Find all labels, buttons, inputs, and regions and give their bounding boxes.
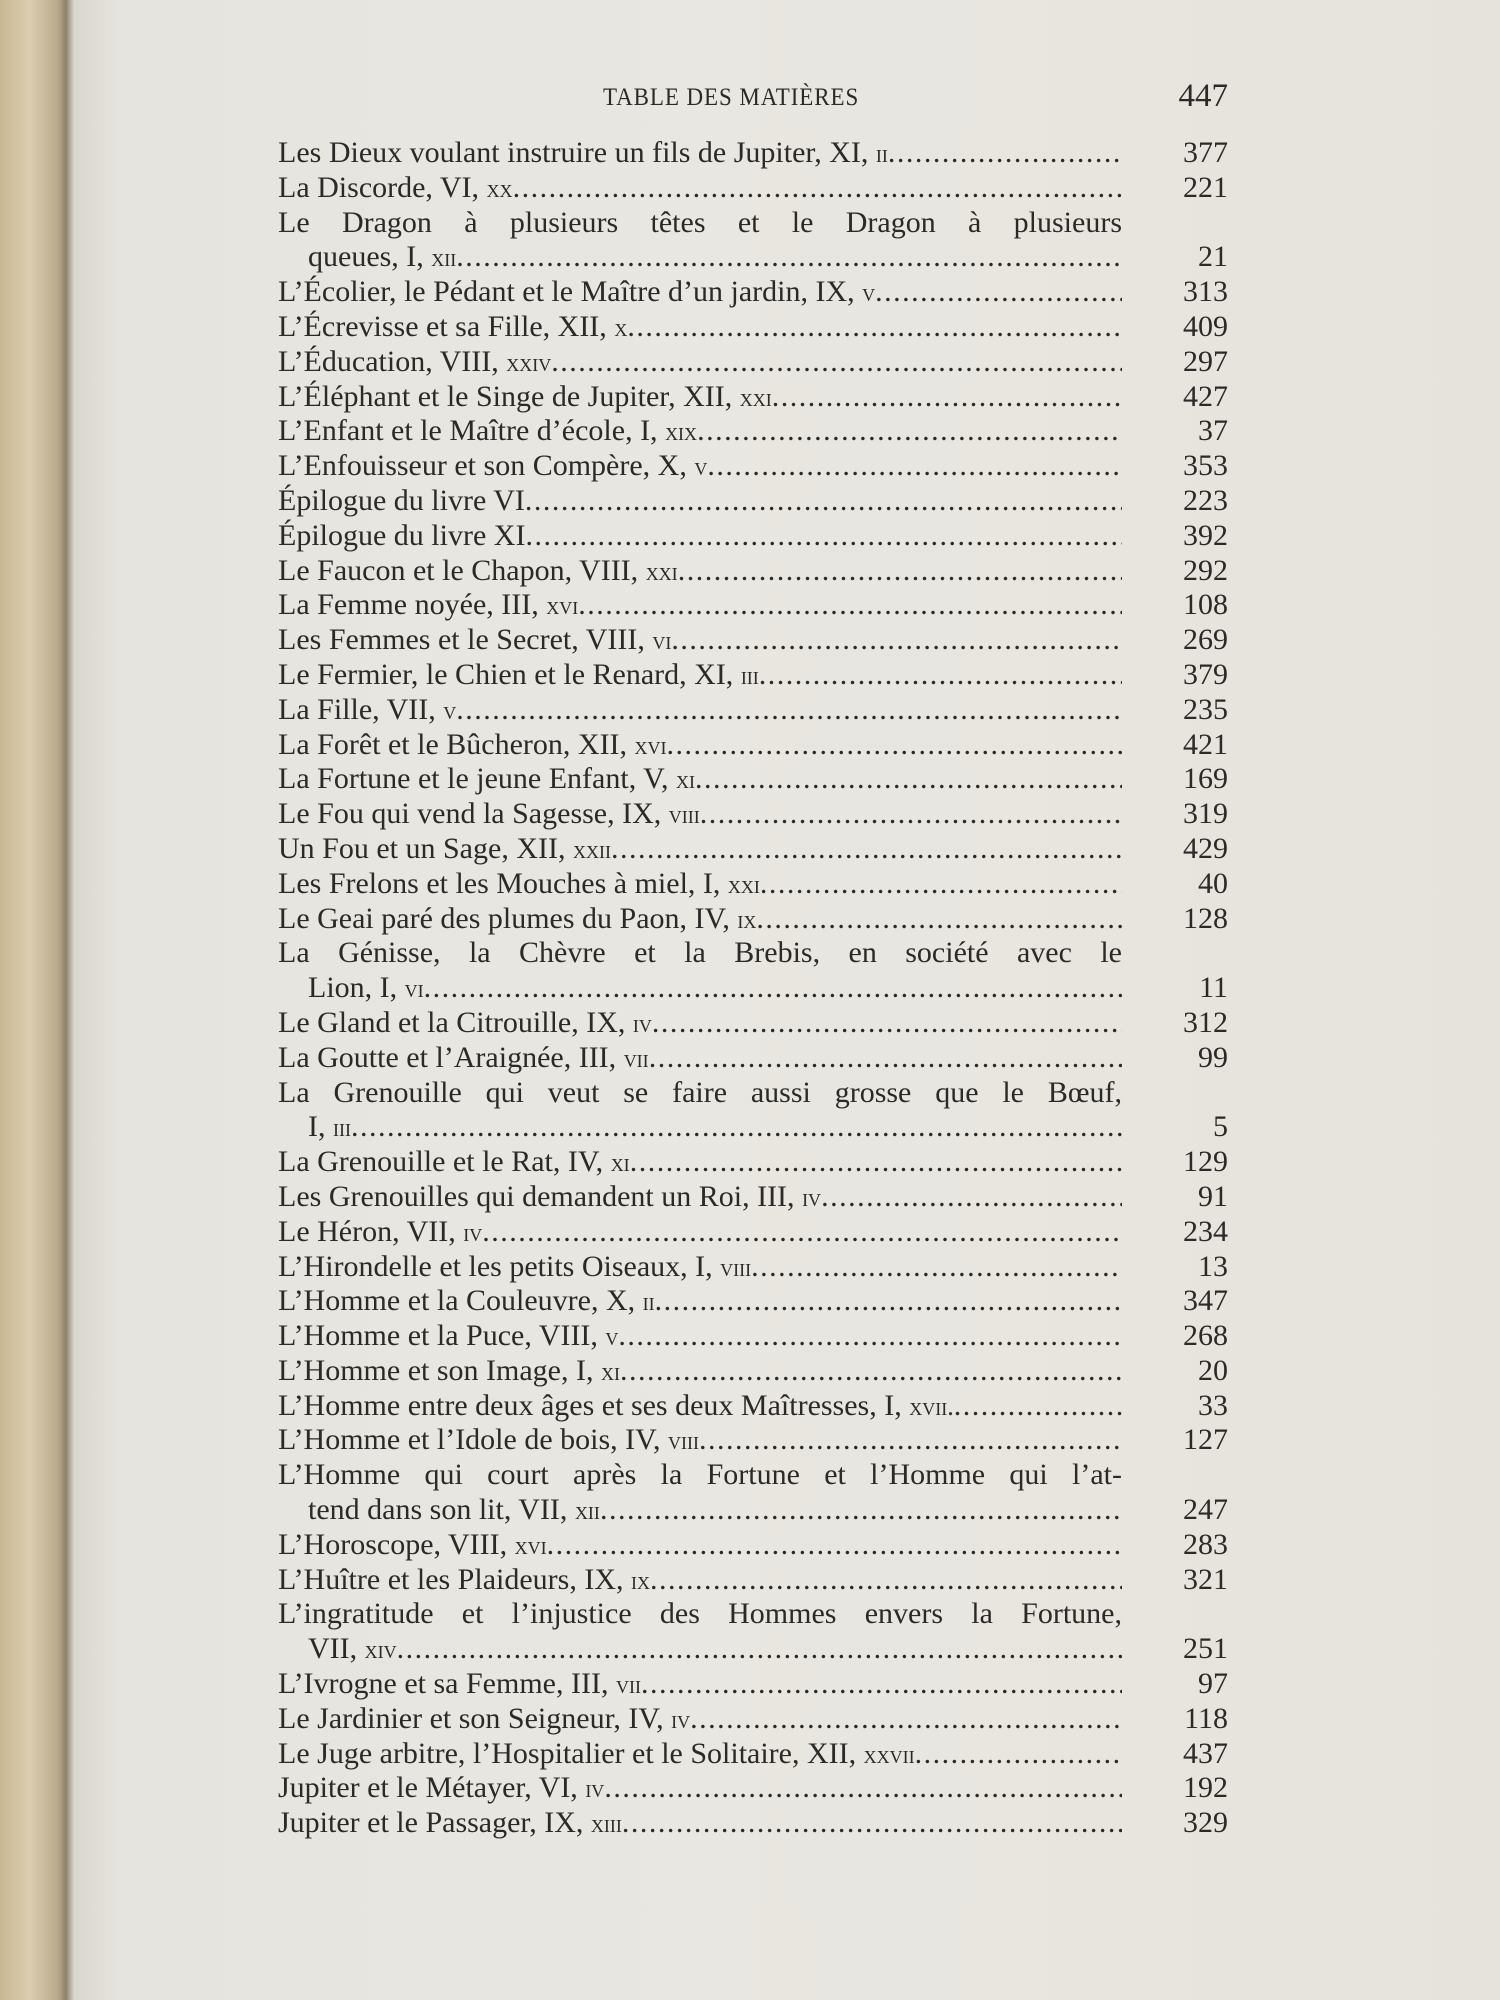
entry-page-number: 192 — [1183, 1771, 1228, 1805]
toc-entry-line — [278, 728, 1228, 763]
entry-title: L’Homme et l’Idole de bois, IV, — [278, 1423, 661, 1457]
entry-title: Le Faucon et le Chapon, VIII, — [278, 553, 639, 587]
dot-leader — [620, 1354, 1122, 1389]
toc-entry-line — [278, 1667, 1228, 1702]
toc-entry-line — [278, 797, 1228, 832]
entry-page-number: 409 — [1183, 309, 1228, 343]
entry-page-number: 283 — [1183, 1527, 1228, 1561]
fable-number: xxi — [645, 556, 678, 586]
fable-number: x — [614, 312, 628, 342]
fable-number: iv — [585, 1774, 605, 1804]
entry-page-number: 91 — [1198, 1179, 1228, 1213]
toc-entry — [278, 1006, 1228, 1041]
entry-title-lead: L’ingratitude et l’injustice des Hommes envers la Fortune, — [278, 1597, 1122, 1631]
dot-leader — [760, 867, 1122, 902]
dot-leader — [513, 171, 1122, 206]
toc-entry — [278, 449, 1228, 484]
toc-entry — [278, 902, 1228, 937]
toc-entry — [278, 1771, 1228, 1806]
entry-page-number: 292 — [1183, 553, 1228, 587]
dot-leader — [650, 1563, 1122, 1598]
entry-page-number: 392 — [1183, 518, 1228, 552]
entry-page-number: 97 — [1198, 1667, 1228, 1701]
entry-title: Un Fou et un Sage, XII, — [278, 831, 566, 865]
dot-leader — [351, 1110, 1122, 1145]
entry-title: L’Homme et la Couleuvre, X, — [278, 1284, 636, 1318]
header-title: TABLE DES MATIÈRES — [603, 84, 860, 111]
fable-number: v — [862, 278, 876, 308]
fable-number: xvi — [634, 730, 667, 760]
entry-page-number: 33 — [1198, 1388, 1228, 1422]
dot-leader — [547, 1528, 1122, 1563]
toc-entry-line — [278, 1041, 1228, 1076]
dot-leader — [551, 345, 1122, 380]
entry-page-number: 223 — [1183, 483, 1228, 517]
entry-title: La Forêt et le Bûcheron, XII, — [278, 727, 628, 761]
entry-page-number: 251 — [1183, 1632, 1228, 1666]
dot-leader — [954, 1389, 1122, 1424]
fable-number: xxiv — [506, 347, 552, 377]
toc-entry — [278, 762, 1228, 797]
dot-leader — [652, 1006, 1122, 1041]
toc-entry-first-line — [278, 1597, 1228, 1632]
entry-page-number: 13 — [1198, 1249, 1228, 1283]
dot-leader — [697, 414, 1122, 449]
toc-entry — [278, 484, 1228, 519]
entry-title-lead: La Génisse, la Chèvre et la Brebis, en société avec le — [278, 936, 1122, 970]
entry-page-number: 312 — [1183, 1005, 1228, 1039]
entry-title: Le Gland et la Citrouille, IX, — [278, 1005, 626, 1039]
entry-title: Le Fou qui vend la Sagesse, IX, — [278, 797, 662, 831]
toc-entry-first-line — [278, 206, 1228, 241]
entry-title: Épilogue du livre VI — [278, 483, 525, 517]
fable-number: xi — [600, 1356, 620, 1386]
dot-leader — [699, 1423, 1122, 1458]
entry-page-number: 247 — [1183, 1493, 1228, 1527]
fable-number: iv — [802, 1182, 822, 1212]
dot-leader — [578, 588, 1122, 623]
entry-page-number: 128 — [1183, 901, 1228, 935]
entry-title: L’Ivrogne et sa Femme, III, — [278, 1667, 609, 1701]
toc-entry — [278, 1458, 1228, 1528]
entry-page-number: 379 — [1183, 657, 1228, 691]
toc-entry-line — [278, 1806, 1228, 1841]
toc-entry-line — [278, 1737, 1228, 1772]
page-number: 447 — [1178, 78, 1228, 114]
toc-entry — [278, 1319, 1228, 1354]
fable-number: vii — [623, 1043, 649, 1073]
entry-page-number: 353 — [1183, 449, 1228, 483]
toc-entry — [278, 867, 1228, 902]
entry-title: Le Fermier, le Chien et le Renard, XI, — [278, 657, 734, 691]
toc-entry — [278, 658, 1228, 693]
toc-entry-line — [278, 623, 1228, 658]
toc-entry-line — [278, 345, 1228, 380]
dot-leader — [875, 275, 1122, 310]
entry-title: L’Huître et les Plaideurs, IX, — [278, 1562, 624, 1596]
dot-leader — [772, 380, 1122, 415]
toc-entry — [278, 310, 1228, 345]
entry-page-number: 37 — [1198, 414, 1228, 448]
toc-entry — [278, 623, 1228, 658]
toc-entry — [278, 1667, 1228, 1702]
toc-entry — [278, 519, 1228, 554]
fable-number: ii — [642, 1287, 655, 1317]
dot-leader — [915, 1737, 1122, 1772]
fable-number: xvi — [546, 591, 579, 621]
entry-title-lead: La Grenouille qui veut se faire aussi grosse que le Bœuf, — [278, 1075, 1122, 1109]
entry-title: La Grenouille et le Rat, IV, — [278, 1145, 604, 1179]
toc-entry — [278, 1284, 1228, 1319]
fable-number: iii — [333, 1113, 351, 1143]
dot-leader — [611, 832, 1122, 867]
toc-entry — [278, 728, 1228, 763]
entry-title: L’Horoscope, VIII, — [278, 1527, 508, 1561]
toc-entry-line — [278, 832, 1228, 867]
entry-page-number: 11 — [1199, 971, 1228, 1005]
entry-title: L’Hirondelle et les petits Oiseaux, I, — [278, 1249, 713, 1283]
toc-entry — [278, 1389, 1228, 1424]
dot-leader — [678, 554, 1122, 589]
entry-title: Les Grenouilles qui demandent un Roi, III, — [278, 1179, 795, 1213]
dot-leader — [759, 658, 1122, 693]
entry-page-number: 319 — [1183, 797, 1228, 831]
toc-entry-line — [278, 1493, 1228, 1528]
toc-entry-line — [278, 240, 1228, 275]
fable-number: iv — [463, 1217, 483, 1247]
fable-number: ix — [737, 904, 757, 934]
entry-title: La Fortune et le jeune Enfant, V, — [278, 762, 669, 796]
toc-entry-first-line — [278, 1076, 1228, 1111]
toc-entry — [278, 1215, 1228, 1250]
entry-title: L’Enfouisseur et son Compère, X, — [278, 449, 687, 483]
fable-number: v — [605, 1322, 619, 1352]
entry-title: L’Enfant et le Maître d’école, I, — [278, 414, 658, 448]
dot-leader — [700, 797, 1122, 832]
toc-entry-line — [278, 1563, 1228, 1598]
entry-page-number: 427 — [1183, 379, 1228, 413]
dot-leader — [456, 693, 1122, 728]
entry-page-number: 437 — [1183, 1736, 1228, 1770]
fable-number: viii — [668, 800, 700, 830]
fable-number: v — [443, 695, 457, 725]
toc-entry-line — [278, 1354, 1228, 1389]
toc-entry-line — [278, 484, 1228, 519]
toc-entry-line — [278, 519, 1228, 554]
dot-leader — [456, 240, 1122, 275]
toc-entry — [278, 136, 1228, 171]
entry-page-number: 421 — [1183, 727, 1228, 761]
toc-entry-line — [278, 762, 1228, 797]
fable-number: iv — [632, 1008, 652, 1038]
dot-leader — [751, 1250, 1122, 1285]
entry-page-number: 40 — [1198, 866, 1228, 900]
toc-entry-line — [278, 310, 1228, 345]
dot-leader — [888, 136, 1122, 171]
toc-entry-line — [278, 554, 1228, 589]
entry-title: Jupiter et le Métayer, VI, — [278, 1771, 578, 1805]
entry-title-lead: L’Homme qui court après la Fortune et l’Homme qui l’at- — [278, 1458, 1122, 1492]
entry-page-number: 297 — [1183, 344, 1228, 378]
fable-number: vi — [652, 626, 672, 656]
entry-title: La Goutte et l’Araignée, III, — [278, 1040, 617, 1074]
fable-number: viii — [720, 1252, 752, 1282]
entry-title: L’Écolier, le Pédant et le Maître d’un jardin, IX, — [278, 275, 855, 309]
toc-entry-line — [278, 1006, 1228, 1041]
entry-page-number: 429 — [1183, 831, 1228, 865]
entry-title: Les Frelons et les Mouches à miel, I, — [278, 866, 721, 900]
entry-title: L’Homme et la Puce, VIII, — [278, 1319, 598, 1353]
fable-number: viii — [667, 1426, 699, 1456]
toc-entry-line — [278, 902, 1228, 937]
fable-number: xi — [610, 1148, 630, 1178]
toc-entry-line — [278, 449, 1228, 484]
toc-entry-line — [278, 1110, 1228, 1145]
dot-leader — [641, 1667, 1122, 1702]
toc-entry-line — [278, 1250, 1228, 1285]
entry-title: VII, — [308, 1632, 358, 1666]
dot-leader — [424, 971, 1122, 1006]
fable-number: vii — [615, 1670, 641, 1700]
toc-entry — [278, 832, 1228, 867]
dot-leader — [604, 1771, 1122, 1806]
toc-entry — [278, 1041, 1228, 1076]
toc-entry-line — [278, 971, 1228, 1006]
toc-entry-line — [278, 867, 1228, 902]
dot-leader — [525, 484, 1122, 519]
fable-number: xii — [574, 1496, 600, 1526]
dot-leader — [630, 1145, 1122, 1180]
entry-page-number: 235 — [1183, 692, 1228, 726]
dot-leader — [482, 1215, 1122, 1250]
dot-leader — [821, 1180, 1122, 1215]
entry-page-number: 99 — [1198, 1040, 1228, 1074]
toc-entry — [278, 1702, 1228, 1737]
dot-leader — [627, 310, 1122, 345]
entry-title: Lion, I, — [308, 971, 398, 1005]
toc-entry — [278, 936, 1228, 1006]
toc-entry-line — [278, 1423, 1228, 1458]
dot-leader — [690, 1702, 1122, 1737]
dot-leader — [600, 1493, 1122, 1528]
toc-entry — [278, 380, 1228, 415]
entry-page-number: 347 — [1183, 1284, 1228, 1318]
toc-entry-line — [278, 136, 1228, 171]
toc-entry — [278, 1806, 1228, 1841]
toc-entry-line — [278, 414, 1228, 449]
toc-entry — [278, 1423, 1228, 1458]
entry-page-number: 313 — [1183, 275, 1228, 309]
toc-entry-line — [278, 1702, 1228, 1737]
fable-number: iii — [740, 660, 759, 690]
entry-title: Le Jardinier et son Seigneur, IV, — [278, 1701, 664, 1735]
toc-entry-line — [278, 693, 1228, 728]
toc-entry-line — [278, 658, 1228, 693]
entry-page-number: 169 — [1183, 762, 1228, 796]
fable-number: vi — [404, 974, 424, 1004]
entry-title: La Discorde, VI, — [278, 170, 480, 204]
entry-title: Les Dieux voulant instruire un fils de Jupiter, XI, — [278, 136, 869, 169]
dot-leader — [618, 1319, 1122, 1354]
toc-entry-line — [278, 1632, 1228, 1667]
toc-entry-line — [278, 380, 1228, 415]
toc-entry — [278, 345, 1228, 380]
toc-entry — [278, 693, 1228, 728]
toc-entry — [278, 797, 1228, 832]
toc-entry-line — [278, 1180, 1228, 1215]
entry-page-number: 221 — [1183, 170, 1228, 204]
toc-entry-line — [278, 1284, 1228, 1319]
toc-entry — [278, 1250, 1228, 1285]
fable-number: xxvii — [863, 1739, 915, 1769]
fable-number: xvi — [514, 1530, 547, 1560]
toc-entry — [278, 206, 1228, 276]
dot-leader — [525, 519, 1122, 554]
dot-leader — [756, 902, 1122, 937]
toc-entry — [278, 1528, 1228, 1563]
toc-entry-line — [278, 1319, 1228, 1354]
entry-title: tend dans son lit, VII, — [308, 1493, 568, 1527]
toc-entry-line — [278, 275, 1228, 310]
entry-title: I, — [308, 1110, 326, 1144]
toc-entry — [278, 588, 1228, 623]
entry-title: L’Écrevisse et sa Fille, XII, — [278, 309, 607, 343]
fable-number: xix — [665, 417, 698, 447]
toc-entry-line — [278, 1389, 1228, 1424]
toc-entry — [278, 1597, 1228, 1667]
toc-entry — [278, 1076, 1228, 1146]
entry-title: L’Éléphant et le Singe de Jupiter, XII, — [278, 379, 733, 413]
fable-number: xii — [431, 243, 457, 273]
entry-page-number: 377 — [1183, 136, 1228, 169]
fable-number: xi — [675, 765, 695, 795]
entry-page-number: 234 — [1183, 1214, 1228, 1248]
toc-entry — [278, 1354, 1228, 1389]
entry-page-number: 329 — [1183, 1806, 1228, 1840]
fable-number: xxi — [739, 382, 772, 412]
fable-number: xiv — [364, 1635, 397, 1665]
toc-entry-line — [278, 1145, 1228, 1180]
toc-entry — [278, 554, 1228, 589]
entry-page-number: 118 — [1184, 1701, 1228, 1735]
toc-entry-line — [278, 588, 1228, 623]
entry-title: Le Juge arbitre, l’Hospitalier et le Solitaire, XII, — [278, 1736, 857, 1770]
fable-number: xxii — [572, 834, 611, 864]
dot-leader — [622, 1806, 1122, 1841]
toc-entry — [278, 1563, 1228, 1598]
dot-leader — [655, 1284, 1122, 1319]
toc-entry-line — [278, 1771, 1228, 1806]
fable-number: ix — [630, 1565, 650, 1595]
toc-entry-line — [278, 171, 1228, 206]
toc-entry — [278, 1180, 1228, 1215]
fable-number: v — [694, 452, 708, 482]
toc-entry — [278, 414, 1228, 449]
entry-title: Les Femmes et le Secret, VIII, — [278, 623, 645, 657]
toc-entry-line — [278, 1215, 1228, 1250]
fable-number: iv — [671, 1704, 691, 1734]
toc-entry — [278, 1145, 1228, 1180]
fable-number: xvii. — [909, 1391, 954, 1421]
dot-leader — [671, 623, 1122, 658]
toc-entry — [278, 1737, 1228, 1772]
entry-title: queues, I, — [308, 240, 424, 274]
entry-page-number: 108 — [1183, 588, 1228, 622]
running-header — [278, 78, 1228, 118]
entry-title: L’Homme et son Image, I, — [278, 1353, 594, 1387]
entry-page-number: 321 — [1183, 1562, 1228, 1596]
entry-title: Le Geai paré des plumes du Paon, IV, — [278, 901, 730, 935]
fable-number: xxi — [727, 869, 760, 899]
entry-page-number: 269 — [1183, 623, 1228, 657]
entry-page-number: 20 — [1198, 1353, 1228, 1387]
entry-title-lead: Le Dragon à plusieurs têtes et le Dragon à plusieurs — [278, 205, 1122, 239]
entry-title: L’Éducation, VIII, — [278, 344, 499, 378]
entry-page-number: 268 — [1183, 1319, 1228, 1353]
entry-page-number: 129 — [1183, 1145, 1228, 1179]
entry-title: Le Héron, VII, — [278, 1214, 456, 1248]
dot-leader — [707, 449, 1122, 484]
toc-entry-line — [278, 1528, 1228, 1563]
fable-number: xx — [486, 173, 513, 203]
fable-number: xiii — [590, 1809, 622, 1839]
dot-leader — [649, 1041, 1122, 1076]
entry-title: Jupiter et le Passager, IX, — [278, 1806, 584, 1840]
dot-leader — [695, 762, 1122, 797]
dot-leader — [667, 728, 1122, 763]
entry-title: La Femme noyée, III, — [278, 588, 539, 622]
entry-title: L’Homme entre deux âges et ses deux Maîtresses, I, — [278, 1388, 902, 1422]
toc-entry — [278, 275, 1228, 310]
table-of-contents — [278, 136, 1228, 1841]
entry-page-number: 21 — [1198, 240, 1228, 274]
entry-page-number: 127 — [1183, 1423, 1228, 1457]
fable-number: ii — [875, 139, 888, 168]
entry-title: La Fille, VII, — [278, 692, 436, 726]
entry-title: Épilogue du livre XI — [278, 518, 526, 552]
toc-entry-first-line — [278, 1458, 1228, 1493]
dot-leader — [397, 1632, 1122, 1667]
entry-page-number: 5 — [1213, 1110, 1228, 1144]
toc-entry-first-line — [278, 936, 1228, 971]
toc-entry — [278, 171, 1228, 206]
